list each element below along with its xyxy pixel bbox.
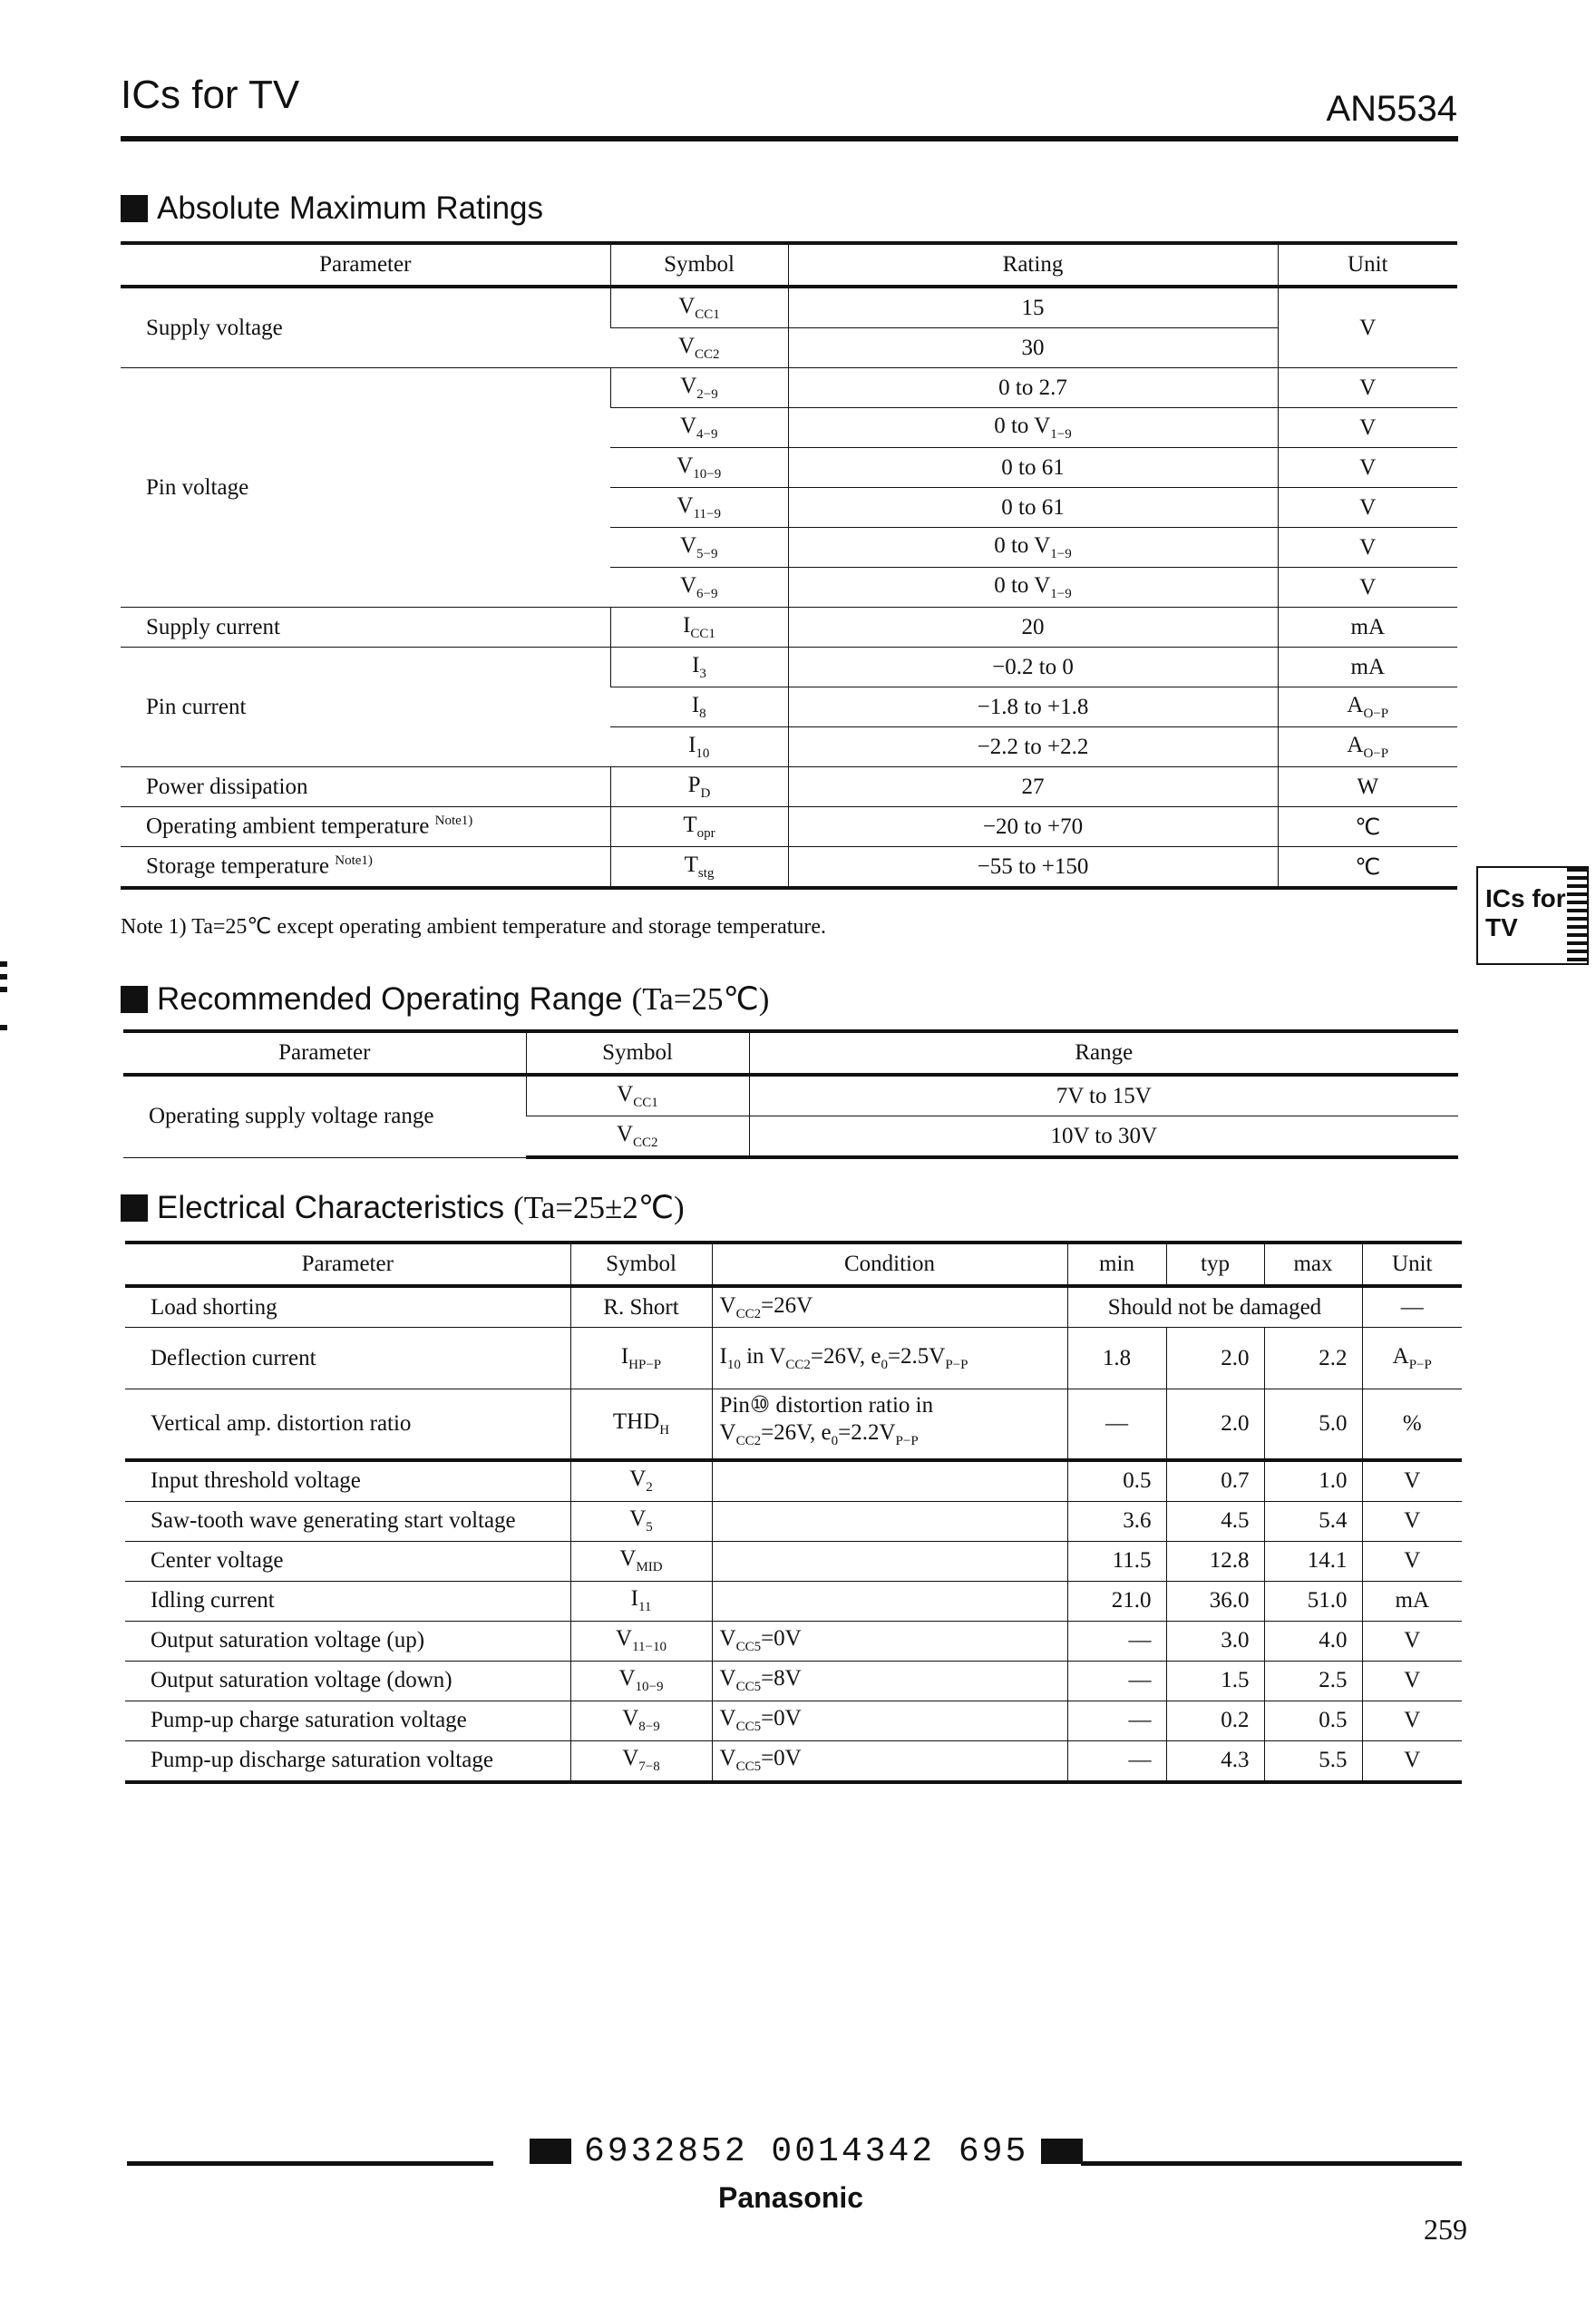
result-cell: Should not be damaged [1067, 1286, 1362, 1328]
param-cell: Idling current [125, 1581, 570, 1621]
symbol-cell: $V_{10-9}$ [570, 1661, 712, 1701]
symbol-cell: $V_{11-10}$ [570, 1621, 712, 1661]
col-header-parameter: Parameter [125, 1243, 570, 1286]
unit-cell: V [1278, 448, 1457, 488]
col-header-typ: typ [1166, 1243, 1264, 1286]
min-cell: — [1067, 1701, 1166, 1740]
symbol-cell: $V_{7-8}$ [570, 1740, 712, 1782]
param-cell: Power dissipation [121, 767, 610, 807]
binding-marks [0, 961, 7, 1052]
col-header-symbol: Symbol [526, 1031, 749, 1075]
max-cell: 5.5 [1264, 1740, 1362, 1782]
condition-cell [712, 1460, 1067, 1502]
section-square-icon [121, 1194, 148, 1222]
max-cell: 5.4 [1264, 1501, 1362, 1541]
symbol-cell: $V_{MID}$ [570, 1541, 712, 1581]
symbol-cell: $T_{stg}$ [610, 847, 788, 889]
table-row [125, 1501, 1462, 1541]
rating-cell: 0 to 61 [788, 448, 1278, 488]
param-cell: Output saturation voltage (up) [125, 1621, 570, 1661]
rec-op-table [123, 1029, 1458, 1159]
range-cell: 10V to 30V [749, 1116, 1458, 1158]
unit-cell: — [1362, 1286, 1462, 1328]
unit-cell: ℃ [1278, 807, 1457, 847]
table-row [123, 1075, 1458, 1116]
rating-cell: −0.2 to 0 [788, 648, 1278, 687]
table-row [125, 1621, 1462, 1661]
max-cell: 2.2 [1264, 1328, 1362, 1389]
unit-cell: V [1278, 568, 1457, 608]
condition-cell: $V_{CC5}=0V$ [712, 1701, 1067, 1740]
min-cell: 11.5 [1067, 1541, 1166, 1581]
rating-cell: 20 [788, 608, 1278, 648]
param-cell: Storage temperature $^{Note1)}$ [121, 847, 610, 889]
col-header-unit: Unit [1278, 243, 1457, 287]
symbol-cell: $V_{2-9}$ [610, 368, 788, 408]
symbol-cell: $THD_H$ [570, 1389, 712, 1460]
table-row [121, 847, 1457, 889]
code-block-icon [1041, 2139, 1083, 2164]
typ-cell: 2.0 [1166, 1389, 1264, 1460]
elec-condition: (Ta=25±2℃) [513, 1190, 685, 1225]
unit-cell: V [1278, 408, 1457, 448]
range-cell: 7V to 15V [749, 1075, 1458, 1116]
symbol-cell: $V_{CC2}$ [526, 1116, 749, 1158]
typ-cell: 0.2 [1166, 1701, 1264, 1740]
rec-op-condition: (Ta=25℃) [631, 981, 770, 1017]
param-cell: Pin current [121, 648, 610, 767]
header-part-number: AN5534 [1326, 89, 1457, 129]
param-cell: Vertical amp. distortion ratio [125, 1389, 570, 1460]
max-cell: 51.0 [1264, 1581, 1362, 1621]
symbol-cell: $I_3$ [610, 648, 788, 687]
unit-cell: V [1278, 368, 1457, 408]
condition-cell: $I_{10}$ in $V_{CC2}=26V$, $e_0=2.5V_{P-P}$ [712, 1328, 1067, 1389]
table-row [121, 767, 1457, 807]
rating-cell: 0 to $V_{1-9}$ [788, 528, 1278, 568]
param-cell: Deflection current [125, 1328, 570, 1389]
condition-cell [712, 1581, 1067, 1621]
symbol-cell: $V_{CC1}$ [526, 1075, 749, 1116]
table-row [125, 1328, 1462, 1389]
abs-max-title-text: Absolute Maximum Ratings [157, 190, 543, 226]
symbol-cell: R. Short [570, 1286, 712, 1328]
param-cell: Pin voltage [121, 368, 610, 608]
footer-code-text: 6932852 0014342 695 [584, 2131, 1029, 2171]
table-row [125, 1701, 1462, 1740]
unit-cell: V [1362, 1501, 1462, 1541]
page-number: 259 [1424, 2213, 1467, 2246]
max-cell: 4.0 [1264, 1621, 1362, 1661]
col-header-rating: Rating [788, 243, 1278, 287]
param-cell: Output saturation voltage (down) [125, 1661, 570, 1701]
condition-cell: $V_{CC2}=26V$ [712, 1286, 1067, 1328]
max-cell: 2.5 [1264, 1661, 1362, 1701]
section-square-icon [121, 195, 148, 222]
unit-cell: V [1362, 1701, 1462, 1740]
condition-cell: $V_{CC5}=0V$ [712, 1621, 1067, 1661]
unit-cell: ℃ [1278, 847, 1457, 889]
min-cell: — [1067, 1661, 1166, 1701]
table-row [125, 1460, 1462, 1502]
param-cell: Pump-up charge saturation voltage [125, 1701, 570, 1740]
unit-cell: mA [1278, 648, 1457, 687]
rating-cell: 0 to 2.7 [788, 368, 1278, 408]
symbol-cell: $V_{CC2}$ [610, 328, 788, 368]
symbol-cell: $I_{HP-P}$ [570, 1328, 712, 1389]
abs-max-title [121, 190, 543, 227]
brand-logo: Panasonic [718, 2181, 864, 2214]
max-cell: 14.1 [1264, 1541, 1362, 1581]
symbol-cell: $I_{11}$ [570, 1581, 712, 1621]
table-row [125, 1389, 1462, 1460]
abs-max-table [121, 241, 1457, 890]
symbol-cell: $V_{10-9}$ [610, 448, 788, 488]
typ-cell: 4.3 [1166, 1740, 1264, 1782]
min-cell: 1.8 [1067, 1328, 1166, 1389]
col-header-min: min [1067, 1243, 1166, 1286]
param-cell: Supply current [121, 608, 610, 648]
param-cell: Saw-tooth wave generating start voltage [125, 1501, 570, 1541]
unit-cell: W [1278, 767, 1457, 807]
max-cell: 5.0 [1264, 1389, 1362, 1460]
symbol-cell: $V_2$ [570, 1460, 712, 1502]
table-row [121, 368, 1457, 408]
min-cell: 3.6 [1067, 1501, 1166, 1541]
col-header-symbol: Symbol [610, 243, 788, 287]
min-cell: — [1067, 1389, 1166, 1460]
table-row [125, 1740, 1462, 1782]
table-row [125, 1581, 1462, 1621]
rating-cell: 15 [788, 287, 1278, 328]
min-cell: 0.5 [1067, 1460, 1166, 1502]
param-cell: Load shorting [125, 1286, 570, 1328]
table-row [125, 1541, 1462, 1581]
condition-cell [712, 1501, 1067, 1541]
col-header-parameter: Parameter [123, 1031, 526, 1075]
unit-cell: V [1362, 1661, 1462, 1701]
unit-cell: V [1362, 1621, 1462, 1661]
rec-op-title-text: Recommended Operating Range [157, 981, 623, 1017]
col-header-symbol: Symbol [570, 1243, 712, 1286]
typ-cell: 4.5 [1166, 1501, 1264, 1541]
typ-cell: 2.0 [1166, 1328, 1264, 1389]
footer-rule-left [127, 2161, 493, 2166]
side-tab-label: ICs for TV [1485, 884, 1566, 941]
section-square-icon [121, 986, 148, 1013]
table-row [121, 807, 1457, 847]
table-header-row [125, 1243, 1462, 1286]
condition-cell: Pin⑩ distortion ratio in $V_{CC2}=26V$, $e_0=2.2V_{P-P}$ [712, 1389, 1067, 1460]
table-header-row [123, 1031, 1458, 1075]
elec-title-text: Electrical Characteristics [157, 1190, 505, 1225]
elec-title [121, 1190, 685, 1226]
rec-op-title [121, 981, 769, 1018]
code-block-icon [530, 2139, 571, 2164]
unit-cell: mA [1278, 608, 1457, 648]
col-header-unit: Unit [1362, 1243, 1462, 1286]
rating-cell: 0 to $V_{1-9}$ [788, 568, 1278, 608]
table-row [121, 287, 1457, 328]
symbol-cell: $I_{10}$ [610, 727, 788, 767]
typ-cell: 36.0 [1166, 1581, 1264, 1621]
symbol-cell: $V_{CC1}$ [610, 287, 788, 328]
unit-cell: V [1278, 488, 1457, 528]
unit-cell: % [1362, 1389, 1462, 1460]
param-cell: Supply voltage [121, 287, 610, 368]
table-row [121, 608, 1457, 648]
header-rule [121, 136, 1458, 141]
rating-cell: 0 to $V_{1-9}$ [788, 408, 1278, 448]
symbol-cell: $I_8$ [610, 687, 788, 727]
table-row [125, 1286, 1462, 1328]
table-row [125, 1661, 1462, 1701]
symbol-cell: $V_{8-9}$ [570, 1701, 712, 1740]
max-cell: 1.0 [1264, 1460, 1362, 1502]
max-cell: 0.5 [1264, 1701, 1362, 1740]
rating-cell: 27 [788, 767, 1278, 807]
typ-cell: 12.8 [1166, 1541, 1264, 1581]
unit-cell: V [1362, 1541, 1462, 1581]
param-cell: Center voltage [125, 1541, 570, 1581]
unit-cell: V [1362, 1460, 1462, 1502]
header-category: ICs for TV [121, 73, 300, 117]
symbol-cell: $V_{11-9}$ [610, 488, 788, 528]
rating-cell: −55 to +150 [788, 847, 1278, 889]
param-cell: Input threshold voltage [125, 1460, 570, 1502]
rating-cell: −1.8 to +1.8 [788, 687, 1278, 727]
min-cell: — [1067, 1621, 1166, 1661]
symbol-cell: $V_{4-9}$ [610, 408, 788, 448]
unit-cell: V [1278, 287, 1457, 368]
symbol-cell: $V_{5-9}$ [610, 528, 788, 568]
symbol-cell: $I_{CC1}$ [610, 608, 788, 648]
symbol-cell: $V_{6-9}$ [610, 568, 788, 608]
rating-cell: 30 [788, 328, 1278, 368]
param-cell: Operating ambient temperature $^{Note1)}$ [121, 807, 610, 847]
side-tab-stripes [1567, 868, 1587, 963]
elec-table [125, 1241, 1462, 1784]
condition-cell: $V_{CC5}=8V$ [712, 1661, 1067, 1701]
table-row [121, 648, 1457, 687]
col-header-condition: Condition [712, 1243, 1067, 1286]
unit-cell: $A_{O-P}$ [1278, 687, 1457, 727]
col-header-max: max [1264, 1243, 1362, 1286]
typ-cell: 1.5 [1166, 1661, 1264, 1701]
footer-rule-right [1081, 2161, 1462, 2166]
unit-cell: $A_{O-P}$ [1278, 727, 1457, 767]
condition-cell: $V_{CC5}=0V$ [712, 1740, 1067, 1782]
typ-cell: 0.7 [1166, 1460, 1264, 1502]
symbol-cell: $P_D$ [610, 767, 788, 807]
side-index-tab [1476, 866, 1589, 965]
table-header-row [121, 243, 1457, 287]
condition-cell [712, 1541, 1067, 1581]
param-cell: Operating supply voltage range [123, 1075, 526, 1157]
unit-cell: $A_{P-P}$ [1362, 1328, 1462, 1389]
symbol-cell: $V_5$ [570, 1501, 712, 1541]
col-header-range: Range [749, 1031, 1458, 1075]
symbol-cell: $T_{opr}$ [610, 807, 788, 847]
rating-cell: −2.2 to +2.2 [788, 727, 1278, 767]
min-cell: — [1067, 1740, 1166, 1782]
typ-cell: 3.0 [1166, 1621, 1264, 1661]
unit-cell: V [1278, 528, 1457, 568]
rating-cell: −20 to +70 [788, 807, 1278, 847]
col-header-parameter: Parameter [121, 243, 610, 287]
rating-cell: 0 to 61 [788, 488, 1278, 528]
unit-cell: V [1362, 1740, 1462, 1782]
abs-max-note: Note 1) Ta=25℃ except operating ambient temperature and storage temperature. [121, 915, 827, 939]
unit-cell: mA [1362, 1581, 1462, 1621]
footer-code [517, 2130, 1095, 2173]
min-cell: 21.0 [1067, 1581, 1166, 1621]
param-cell: Pump-up discharge saturation voltage [125, 1740, 570, 1782]
